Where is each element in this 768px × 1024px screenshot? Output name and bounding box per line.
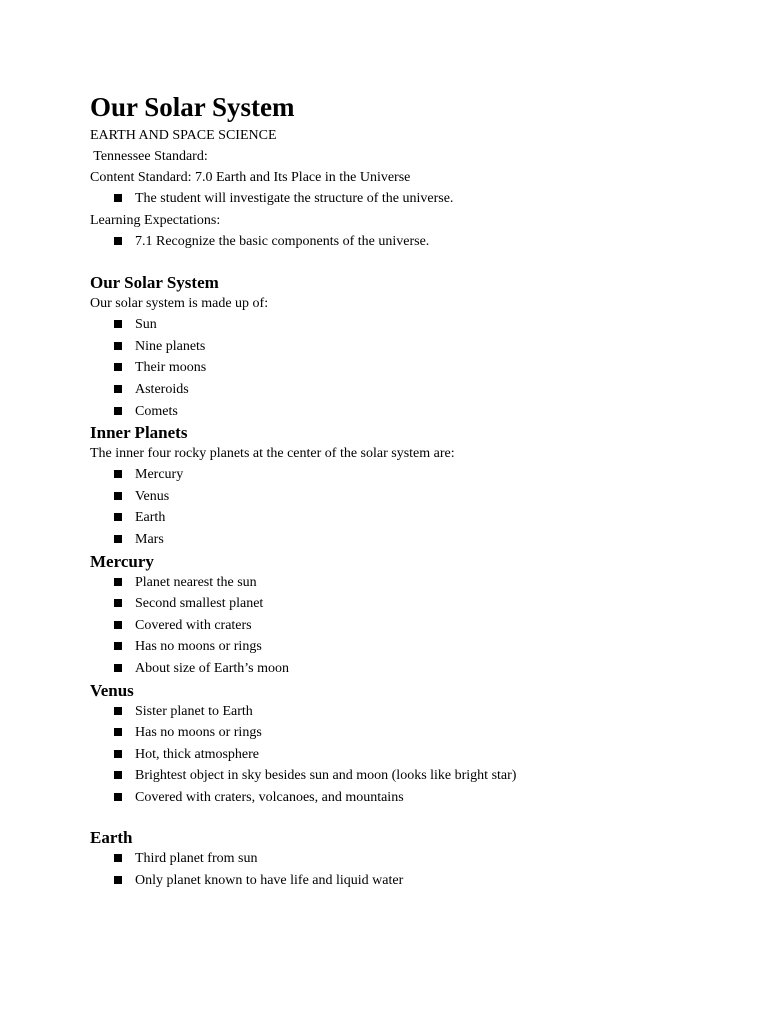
- square-bullet-icon: [114, 407, 122, 415]
- list-item: About size of Earth’s moon: [90, 658, 730, 680]
- square-bullet-icon: [114, 642, 122, 650]
- mercury-list: [90, 572, 730, 680]
- learning-label: Learning Expectations:: [90, 212, 221, 228]
- square-bullet-icon: [114, 664, 122, 672]
- square-bullet-icon: [114, 237, 122, 245]
- square-bullet-icon: [114, 320, 122, 328]
- square-bullet-icon: [114, 342, 122, 350]
- section-heading-venus: Venus: [90, 680, 134, 700]
- square-bullet-icon: [114, 599, 122, 607]
- content-standard: Content Standard: 7.0 Earth and Its Place in the Universe: [90, 170, 411, 185]
- square-bullet-icon: [114, 513, 122, 521]
- square-bullet-icon: [114, 876, 122, 884]
- document-page: [90, 92, 730, 892]
- section-heading-mercury: Mercury: [90, 551, 154, 571]
- learning-bullets: [90, 231, 730, 253]
- list-item: Comets: [90, 401, 730, 423]
- list-item: Mars: [90, 529, 730, 551]
- list-item: Mercury: [90, 464, 730, 486]
- square-bullet-icon: [114, 707, 122, 715]
- list-item: Venus: [90, 486, 730, 508]
- square-bullet-icon: [114, 470, 122, 478]
- list-item: 7.1 Recognize the basic components of the universe.: [90, 231, 730, 253]
- list-item: Earth: [90, 507, 730, 529]
- section-intro: Our solar system is made up of:: [90, 296, 269, 312]
- venus-list: [90, 701, 730, 809]
- list-item: Brightest object in sky besides sun and moon (looks like bright star): [90, 765, 730, 787]
- list-item: Covered with craters: [90, 615, 730, 637]
- square-bullet-icon: [114, 728, 122, 736]
- inner-planets-list: [90, 464, 730, 550]
- list-item: Has no moons or rings: [90, 722, 730, 744]
- square-bullet-icon: [114, 771, 122, 779]
- list-item: Their moons: [90, 357, 730, 379]
- list-item: Nine planets: [90, 336, 730, 358]
- square-bullet-icon: [114, 363, 122, 371]
- list-item: Covered with craters, volcanoes, and mountains: [90, 787, 730, 809]
- list-item: Hot, thick atmosphere: [90, 744, 730, 766]
- section-intro: The inner four rocky planets at the center of the solar system are:: [90, 446, 455, 462]
- square-bullet-icon: [114, 535, 122, 543]
- section-heading-solar-system: Our Solar System: [90, 273, 219, 293]
- square-bullet-icon: [114, 854, 122, 862]
- standard-label: Tennessee Standard:: [90, 149, 208, 164]
- list-item: The student will investigate the structure of the universe.: [90, 188, 730, 210]
- square-bullet-icon: [114, 385, 122, 393]
- square-bullet-icon: [114, 578, 122, 586]
- list-item: Planet nearest the sun: [90, 572, 730, 594]
- section-heading-inner-planets: Inner Planets: [90, 423, 188, 443]
- square-bullet-icon: [114, 750, 122, 758]
- square-bullet-icon: [114, 194, 122, 202]
- content-bullets: [90, 188, 730, 210]
- square-bullet-icon: [114, 492, 122, 500]
- subject-line: EARTH AND SPACE SCIENCE: [90, 128, 277, 143]
- list-item: Only planet known to have life and liquid water: [90, 870, 730, 892]
- list-item: Sun: [90, 314, 730, 336]
- list-item: Third planet from sun: [90, 848, 730, 870]
- earth-list: [90, 848, 730, 891]
- square-bullet-icon: [114, 793, 122, 801]
- list-item: Asteroids: [90, 379, 730, 401]
- document-title: Our Solar System: [90, 92, 295, 122]
- list-item: Second smallest planet: [90, 593, 730, 615]
- list-item: Has no moons or rings: [90, 636, 730, 658]
- section-heading-earth: Earth: [90, 828, 133, 848]
- square-bullet-icon: [114, 621, 122, 629]
- list-item: Sister planet to Earth: [90, 701, 730, 723]
- solar-system-list: [90, 314, 730, 422]
